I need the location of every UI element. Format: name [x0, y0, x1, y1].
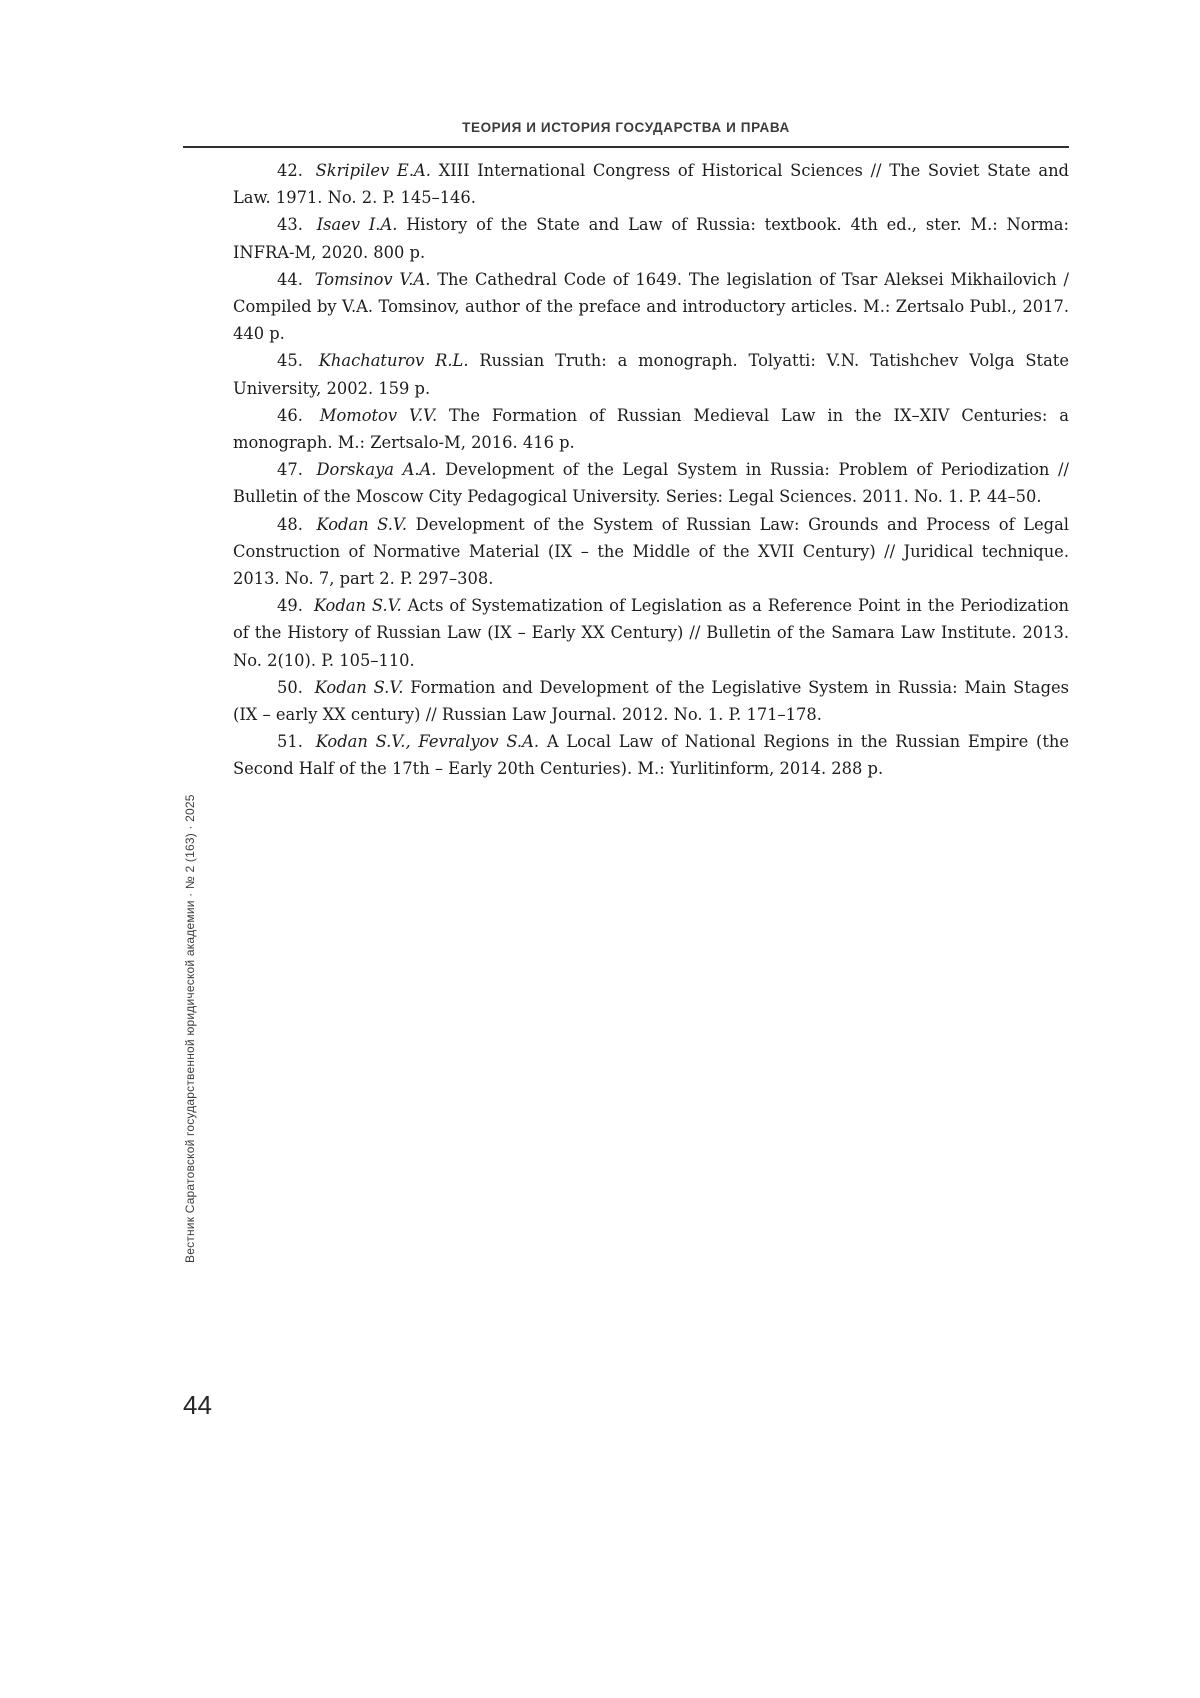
reference-number: 44.: [277, 269, 310, 289]
reference-number: 47.: [277, 460, 312, 480]
reference-number: 48.: [277, 514, 312, 534]
reference-author: Dorskaya A.A.: [316, 460, 437, 480]
reference-text: Formation and Development of the Legislative System in Russia: Main Stages (IX – early XX century) // Russian Law Journal. 2012. No. 1. P. 171–178.: [233, 677, 1069, 725]
reference-author: Kodan S.V.: [316, 514, 408, 534]
reference-number: 51.: [277, 732, 311, 752]
reference-item: [233, 728, 1069, 782]
running-head-title: ТЕОРИЯ И ИСТОРИЯ ГОСУДАРСТВА И ПРАВА: [462, 120, 790, 135]
reference-number: 49.: [277, 596, 309, 616]
reference-number: 46.: [277, 405, 315, 425]
reference-author: Tomsinov V.A.: [314, 269, 431, 289]
reference-number: 45.: [277, 351, 314, 371]
reference-item: [233, 592, 1069, 674]
reference-number: 42.: [277, 161, 311, 180]
reference-item: [233, 157, 1069, 211]
reference-text: The Cathedral Code of 1649. The legislation of Tsar Aleksei Mikhailovich / Compiled by V.A. Tomsinov, author of the preface and introductory articles. M.: Zertsalo Publ., 2017. 440 p.: [233, 269, 1069, 344]
reference-author: Kodan S.V.: [314, 677, 404, 697]
journal-imprint-vertical-text: Вестник Саратовской государственной юридической академии · № 2 (163) · 2025: [183, 794, 197, 1263]
reference-text: The Formation of Russian Medieval Law in the IX–XIV Centuries: a monograph. M.: Zertsalo-M, 2016. 416 p.: [233, 405, 1070, 453]
reference-number: 43.: [277, 215, 312, 235]
reference-number: 50.: [277, 677, 310, 697]
reference-item: [233, 211, 1069, 265]
reference-text: Development of the System of Russian Law: Grounds and Process of Legal Construction of Normative Material (IX – the Middle of the XVII Century) // Juridical technique. 2013. No. 7, part 2. P. 297–308.: [233, 514, 1069, 589]
reference-list: [233, 157, 1069, 783]
reference-item: [233, 456, 1069, 510]
reference-item: [233, 511, 1069, 593]
reference-author: Isaev I.A.: [316, 215, 398, 235]
reference-item: [233, 347, 1069, 401]
page-number: 44: [183, 1390, 212, 1420]
header-rule: [183, 146, 1069, 148]
reference-text: Development of the Legal System in Russia: Problem of Periodization // Bulletin of the Moscow City Pedagogical University. Series: Legal Sciences. 2011. No. 1. P. 44–50.: [233, 460, 1069, 507]
reference-author: Skripilev E.A.: [315, 161, 431, 180]
reference-author: Momotov V.V.: [319, 405, 438, 425]
reference-author: Kodan S.V., Fevralyov S.A.: [315, 732, 540, 752]
reference-text: A Local Law of National Regions in the Russian Empire (the Second Half of the 17th – Early 20th Centuries). M.: Yurlitinform, 2014. 288 p.: [233, 732, 1070, 779]
reference-item: [233, 674, 1069, 728]
reference-author: Khachaturov R.L.: [318, 351, 469, 371]
reference-text: Acts of Systematization of Legislation as a Reference Point in the Periodization of the History of Russian Law (IX – Early XX Century) // Bulletin of the Samara Law Institute. 2013. No. 2(10). P. 105–110.: [233, 596, 1070, 670]
reference-text: Russian Truth: a monograph. Tolyatti: V.N. Tatishchev Volga State University, 2002. 159 p.: [233, 351, 1069, 398]
reference-item: [233, 266, 1069, 348]
reference-text: XIII International Congress of Historical Sciences // The Soviet State and Law. 1971. No. 2. P. 145–146.: [233, 161, 1069, 208]
reference-author: Kodan S.V.: [313, 596, 402, 616]
reference-item: [233, 402, 1069, 456]
reference-text: History of the State and Law of Russia: textbook. 4th ed., ster. M.: Norma: INFRA-M, 2020. 800 p.: [233, 215, 1070, 262]
